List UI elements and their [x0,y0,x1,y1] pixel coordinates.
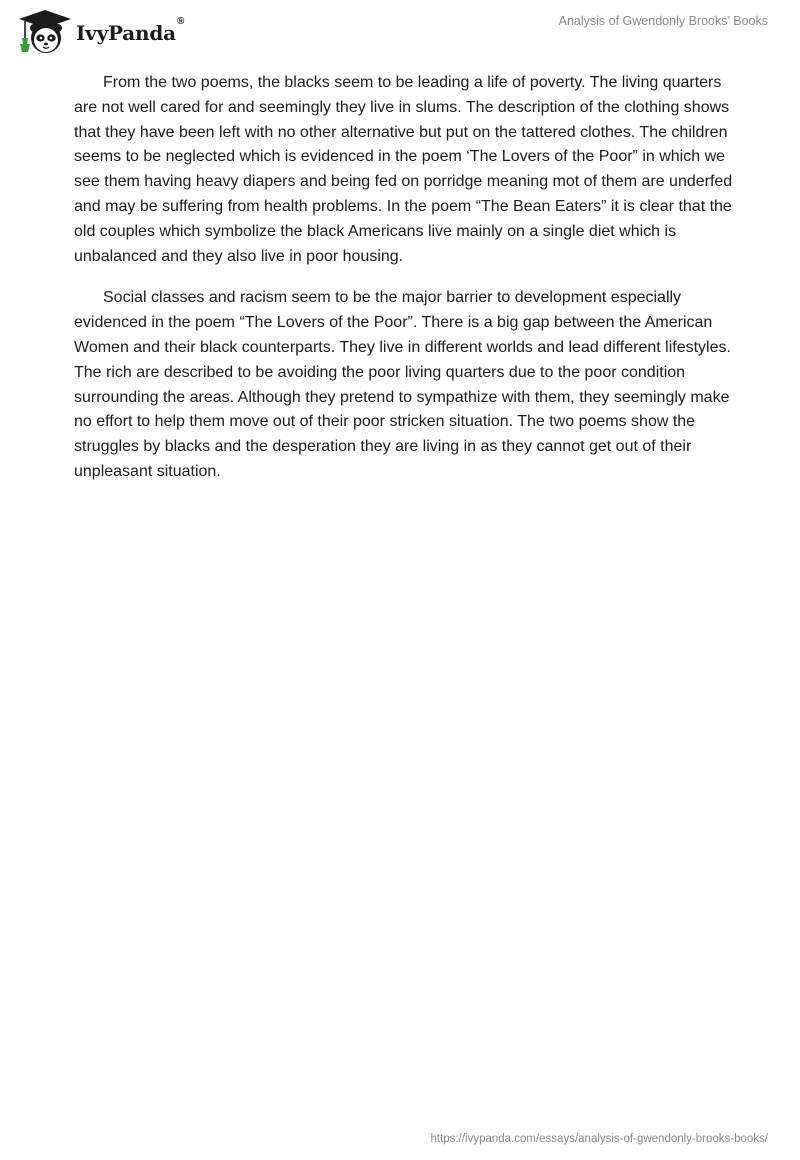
document-title: Analysis of Gwendonly Brooks’ Books [558,14,768,28]
registered-mark: ® [176,16,185,27]
paragraph: From the two poems, the blacks seem to be leading a life of poverty. The living quarters are not well cared for and seemingly they live in slums. The description of the clothing shows that they have been left with no other alternative but put on the tattered clothes. The children seems to be neglected which is evidenced in the poem ‘The Lovers of the Poor” in which we see them having heavy diapers and being fed on porridge meaning mot of them are underfed and may be suffering from health problems. In the poem “The Bean Eaters” it is clear that the old couples which symbolize the black Americans live mainly on a single diet which is unbalanced and they also live in poor housing. [74,74,733,265]
paragraph: Social classes and racism seem to be the major barrier to development especially evidenced in the poem “The Lovers of the Poor”. There is a big gap between the American Women and their black counterparts. They live in different worlds and lead different lifestyles. The rich are described to be avoiding the poor living quarters due to the poor condition surrounding the areas. Although they pretend to sympathize with them, they seemingly make no effort to help them move out of their poor stricken situation. The two poems show the struggles by blacks and the desperation they are living in as they cannot get out of their unpleasant situation. [74,289,731,480]
logo-wordmark: IvyPanda® [76,16,185,45]
essay-body [74,71,734,502]
source-url[interactable]: https://ivypanda.com/essays/analysis-of-gwendonly-brooks-books/ [430,1133,768,1145]
panda-logo-icon [16,8,74,56]
ivypanda-logo[interactable] [16,8,184,56]
page-header [0,0,800,60]
